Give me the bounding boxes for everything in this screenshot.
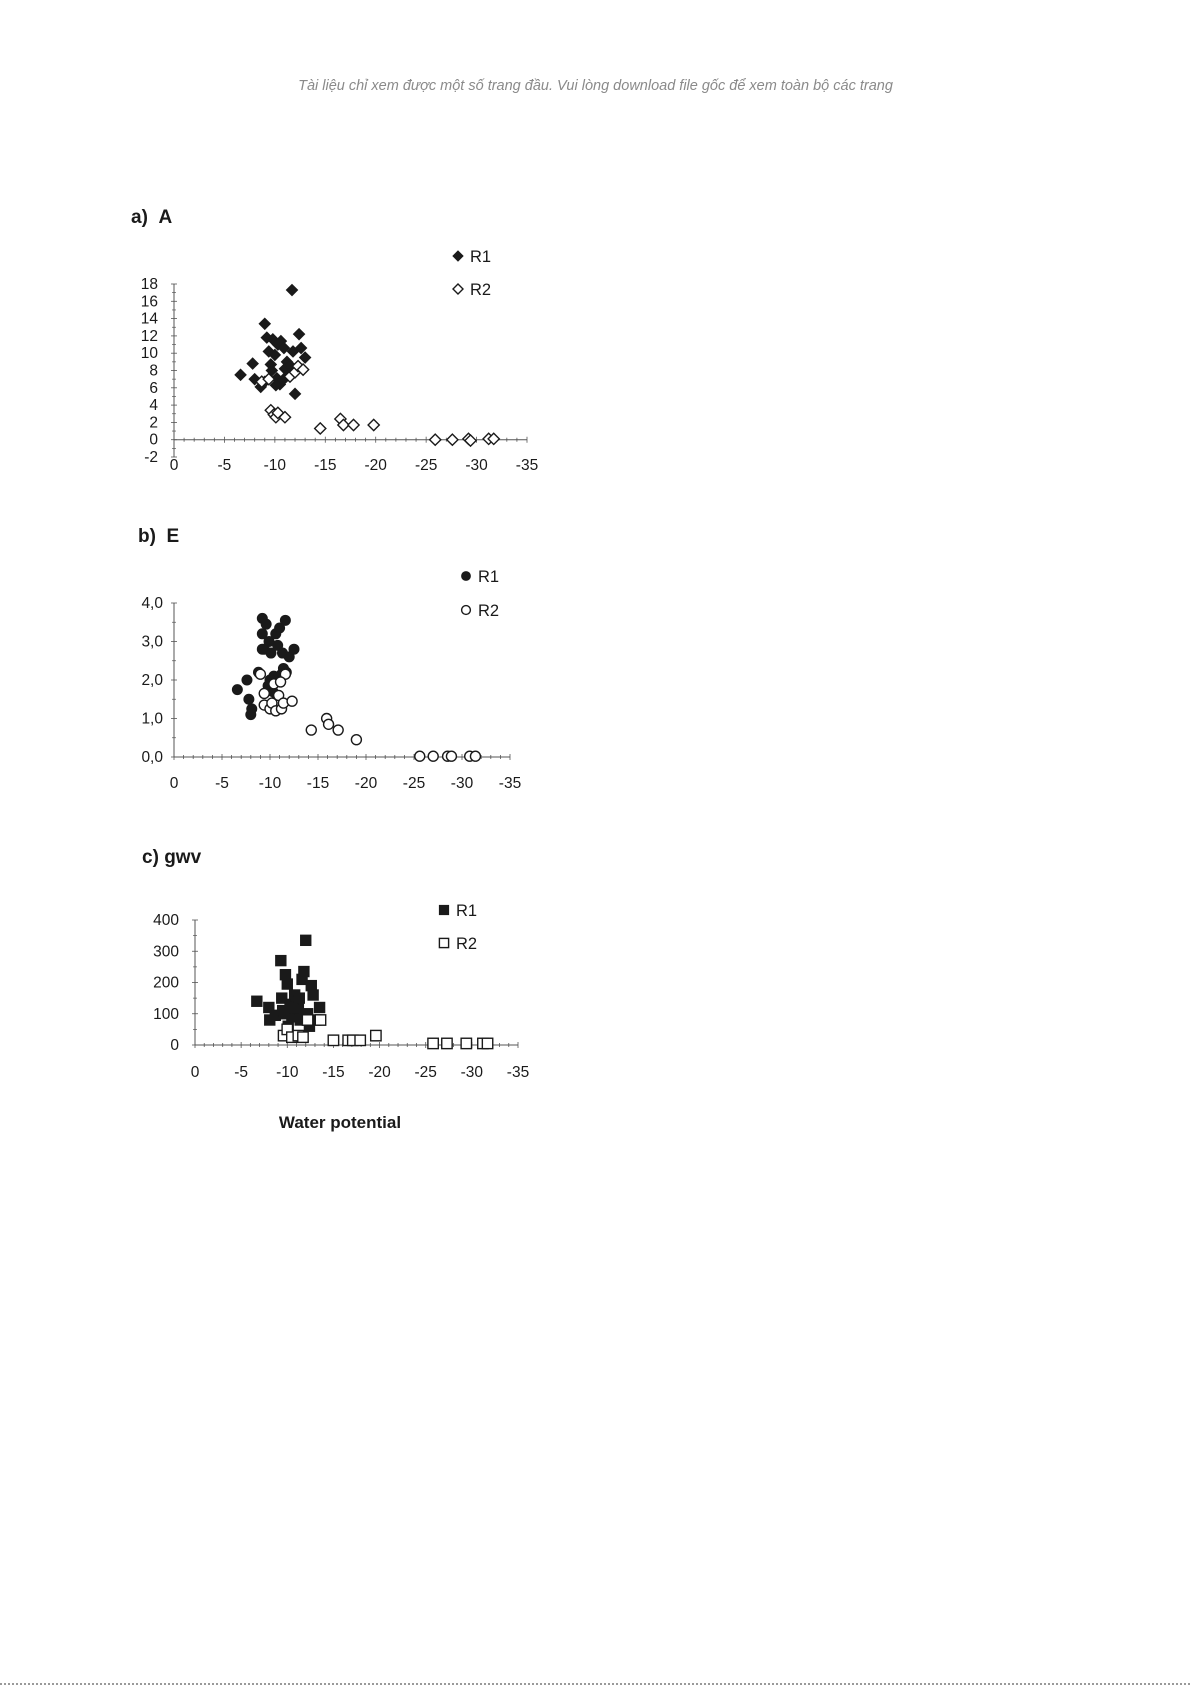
chart-c-y-tick-label: 0 bbox=[170, 1037, 179, 1054]
chart-b-y-tick-label: 2,0 bbox=[141, 672, 163, 689]
chart-a-y-tick-label: 10 bbox=[140, 345, 158, 363]
chart-b-x-tick-label: -30 bbox=[450, 775, 474, 792]
chart-c-x-tick-label: -30 bbox=[460, 1064, 484, 1081]
chart-a-x-tick-label: -20 bbox=[364, 457, 387, 474]
chart-c-point-r2 bbox=[461, 1038, 471, 1048]
chart-a-y-tick-label: 12 bbox=[140, 327, 158, 345]
preview-notice: Tài liệu chỉ xem được một số trang đầu. Vui lòng download file gốc để xem toàn bộ các trang bbox=[298, 78, 893, 94]
chart-b-y-tick-label: 0,0 bbox=[141, 749, 163, 766]
chart-b-y-tick-label: 1,0 bbox=[141, 710, 163, 728]
chart-c-point-r2 bbox=[371, 1030, 381, 1040]
chart-b-x-tick-label: 0 bbox=[169, 775, 179, 792]
chart-a-x-tick-label: -35 bbox=[515, 457, 539, 474]
chart-a-y-tick-label: 2 bbox=[149, 414, 158, 432]
chart-a-y-tick-label: 16 bbox=[140, 293, 158, 311]
chart-c-point-r2 bbox=[315, 1015, 325, 1025]
chart-a-x-tick-label: -10 bbox=[263, 457, 287, 474]
chart-c-legend-label-r1: R1 bbox=[456, 902, 478, 920]
chart-c-point-r1 bbox=[276, 955, 286, 965]
chart-c-point-r2 bbox=[355, 1035, 365, 1045]
chart-a-x-tick-label: -25 bbox=[414, 457, 438, 474]
chart-a-x-tick-label: -5 bbox=[217, 457, 232, 474]
panel-a-label: a) bbox=[131, 207, 148, 228]
chart-c-x-tick-label: -25 bbox=[414, 1064, 437, 1081]
chart-c-x-tick-label: -20 bbox=[368, 1064, 391, 1081]
panel-b-label: b) bbox=[138, 526, 156, 547]
chart-c-point-r2 bbox=[298, 1032, 308, 1042]
chart-c-x-tick-label: -10 bbox=[276, 1064, 299, 1081]
panel-c-metric: gwv bbox=[164, 847, 202, 868]
chart-c-x-tick-label: -35 bbox=[506, 1064, 530, 1081]
panel-c-label: c) bbox=[142, 847, 159, 868]
chart-c-point-r1 bbox=[294, 993, 304, 1003]
chart-c-point-r1 bbox=[252, 996, 262, 1006]
chart-a-x-tick-label: -15 bbox=[314, 457, 337, 474]
chart-c-legend-label-r2: R2 bbox=[456, 935, 478, 953]
chart-c-point-r1 bbox=[301, 935, 311, 945]
chart-c-y-tick-label: 400 bbox=[153, 912, 179, 929]
chart-c-point-r1 bbox=[306, 980, 316, 990]
chart-a-legend-label-r2: R2 bbox=[470, 281, 492, 299]
chart-b-x-tick-label: -35 bbox=[498, 775, 522, 792]
chart-a-y-tick-label: 18 bbox=[140, 276, 158, 293]
chart-a-y-tick-label: 8 bbox=[149, 362, 158, 380]
chart-a-y-tick-label: 0 bbox=[149, 431, 158, 449]
panel-b-metric: E bbox=[166, 526, 180, 547]
chart-c-x-tick-label: -15 bbox=[322, 1064, 345, 1081]
chart-c-y-tick-label: 300 bbox=[153, 943, 179, 961]
chart-c-point-r2 bbox=[428, 1038, 438, 1048]
chart-b-legend-label-r2: R2 bbox=[478, 602, 500, 620]
chart-c-x-tick-label: -5 bbox=[234, 1064, 249, 1081]
chart-c-point-r2 bbox=[328, 1035, 338, 1045]
chart-b-x-tick-label: -15 bbox=[306, 775, 330, 792]
chart-b-x-tick-label: -10 bbox=[258, 775, 282, 792]
chart-c-legend-marker-r1 bbox=[439, 905, 448, 914]
chart-c-point-r2 bbox=[302, 1015, 312, 1025]
chart-b-legend-label-r1: R1 bbox=[478, 568, 500, 586]
chart-c-point-r2 bbox=[442, 1038, 452, 1048]
chart-c-y-tick-label: 200 bbox=[153, 974, 179, 992]
chart-a-x-tick-label: 0 bbox=[169, 457, 179, 474]
x-axis-label: Water potential bbox=[278, 1113, 402, 1132]
chart-b-y-tick-label: 3,0 bbox=[141, 633, 163, 651]
chart-a-x-tick-label: -30 bbox=[465, 457, 488, 474]
chart-b-x-tick-label: -25 bbox=[402, 775, 426, 792]
chart-b-x-tick-label: -5 bbox=[215, 775, 229, 792]
chart-a-y-tick-label: 6 bbox=[149, 379, 158, 397]
chart-b-x-tick-label: -20 bbox=[354, 775, 378, 792]
chart-a-y-tick-label: 14 bbox=[140, 310, 158, 328]
chart-c-point-r1 bbox=[280, 969, 290, 979]
chart-a-y-tick-label: 4 bbox=[149, 397, 158, 415]
chart-c-y-tick-label: 100 bbox=[153, 1005, 179, 1023]
chart-b-y-tick-label: 4,0 bbox=[141, 595, 163, 612]
chart-c-point-r1 bbox=[288, 1002, 298, 1012]
chart-c-point-r1 bbox=[299, 966, 309, 976]
chart-c-point-r1 bbox=[308, 990, 318, 1000]
chart-c-point-r2 bbox=[482, 1038, 492, 1048]
chart-a-legend-label-r1: R1 bbox=[470, 248, 492, 266]
chart-c-x-tick-label: 0 bbox=[190, 1064, 200, 1081]
chart-c-point-r1 bbox=[314, 1002, 324, 1012]
chart-a-y-tick-label: -2 bbox=[144, 449, 158, 466]
chart-c-point-r1 bbox=[282, 979, 292, 989]
chart-c-legend-marker-r2 bbox=[439, 938, 448, 947]
panel-a-metric: A bbox=[158, 207, 173, 228]
